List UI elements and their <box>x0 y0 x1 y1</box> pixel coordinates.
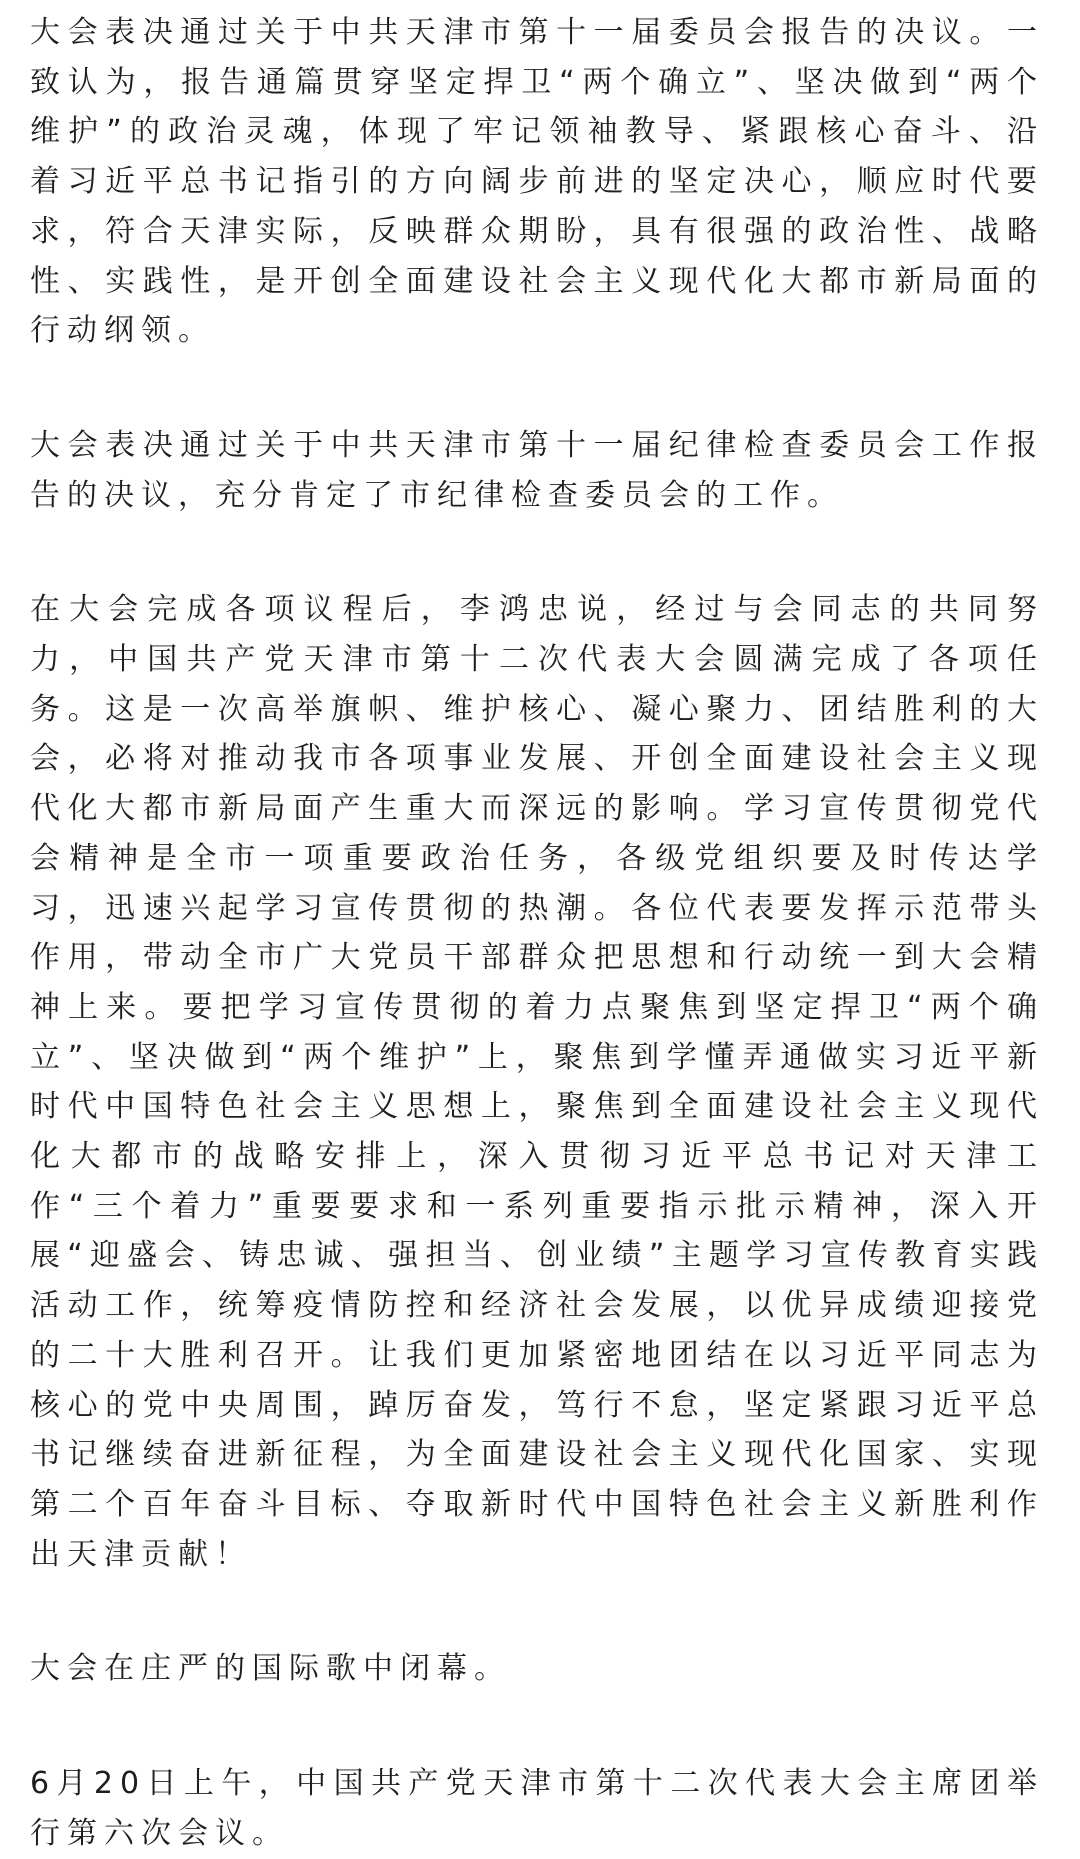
paragraph-resolution-committee-report: 大会表决通过关于中共天津市第十一届委员会报告的决议。一致认为，报告通篇贯穿坚定捍卫“两个确立”、坚决做到“两个维护”的政治灵魂，体现了牢记领袖教导、紧跟核心奋斗、沿着习近平总书记指引的方向阔步前进的坚定决心，顺应时代要求，符合天津实际，反映群众期盼，具有很强的政治性、战略性、实践性，是开创全面建设社会主义现代化大都市新局面的行动纲领。 <box>30 15 1044 349</box>
paragraph-closing-speech: 在大会完成各项议程后，李鸿忠说，经过与会同志的共同努力，中国共产党天津市第十二次代表大会圆满完成了各项任务。这是一次高举旗帜、维护核心、凝心聚力、团结胜利的大会，必将对推动我市各项事业发展、开创全面建设社会主义现代化大都市新局面产生重大而深远的影响。学习宣传贯彻党代会精神是全市一项重要政治任务，各级党组织要及时传达学习，迅速兴起学习宣传贯彻的热潮。各位代表要发挥示范带头作用，带动全市广大党员干部群众把思想和行动统一到大会精神上来。要把学习宣传贯彻的着力点聚焦到坚定捍卫“两个确立”、坚决做到“两个维护”上，聚焦到学懂弄通做实习近平新时代中国特色社会主义思想上，聚焦到全面建设社会主义现代化大都市的战略安排上，深入贯彻习近平总书记对天津工作“三个着力”重要要求和一系列重要指示批示精神，深入开展“迎盛会、铸忠诚、强担当、创业绩”主题学习宣传教育实践活动工作，统筹疫情防控和经济社会发展，以优异成绩迎接党的二十大胜利召开。让我们更加紧密地团结在以习近平同志为核心的党中央周围，踔厉奋发，笃行不怠，坚定紧跟习近平总书记继续奋进新征程，为全面建设社会主义现代化国家、实现第二个百年奋斗目标、夺取新时代中国特色社会主义新胜利作出天津贡献！ <box>30 592 1044 1572</box>
paragraph-congress-closing: 大会在庄严的国际歌中闭幕。 <box>30 1651 511 1687</box>
paragraph-resolution-discipline-report: 大会表决通过关于中共天津市第十一届纪律检查委员会工作报告的决议，充分肯定了市纪律检查委员会的工作。 <box>30 427 1044 513</box>
paragraph-presidium-meeting: 6月20日上午，中国共产党天津市第十二次代表大会主席团举行第六次会议。 <box>30 1766 1044 1851</box>
